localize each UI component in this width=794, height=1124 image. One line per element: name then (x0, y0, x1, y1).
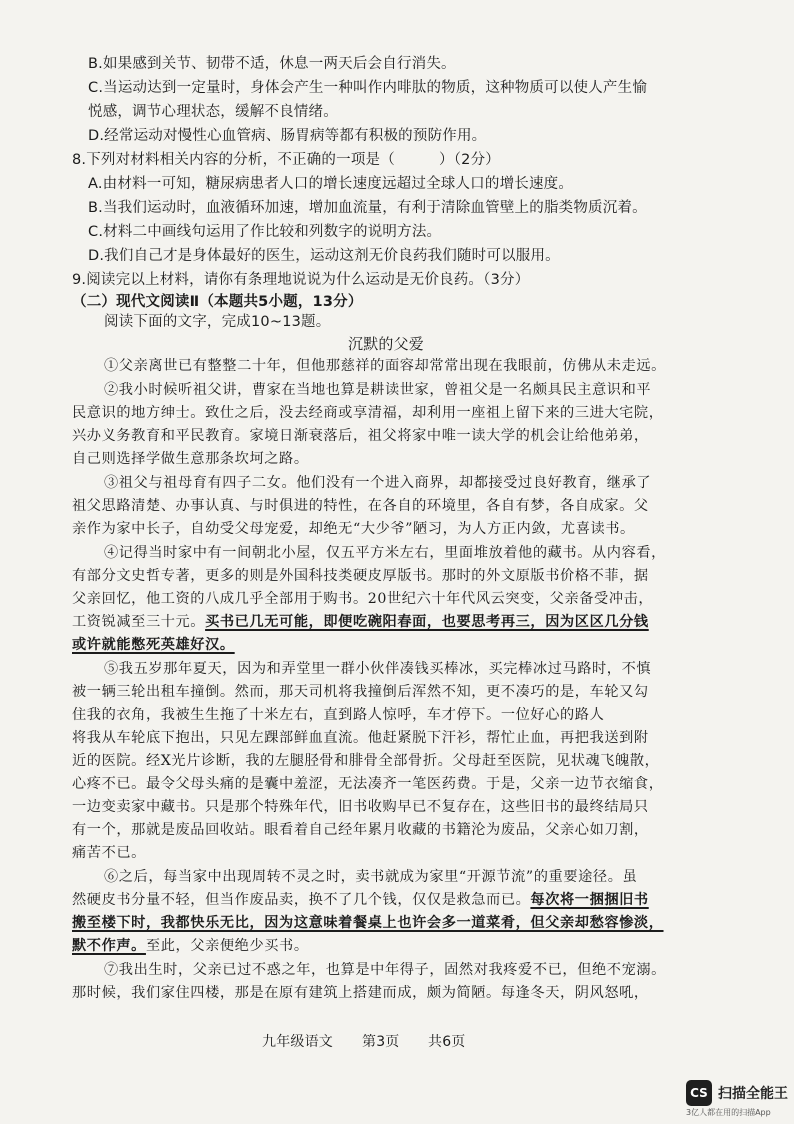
passage-p2-line4: 自己则选择学做生意那条坎坷之路。 (72, 451, 309, 467)
passage-p6-line4 (72, 936, 309, 956)
passage-p6-line1: ⑥之后，每当家中出现周转不灵之时，卖书就成为家里“开源节流”的重要途径。虽 (104, 869, 638, 885)
scanner-tagline: 3亿人都在用的扫描App (686, 1108, 771, 1117)
passage-p5-line1: ⑤我五岁那年夏天，因为和弄堂里一群小伙伴凑钱买棒冰，买完棒冰过马路时，不慎 (104, 661, 652, 677)
passage-p5-line3: 住我的衣角，我被生生拖了十米左右，直到路人惊呼，车才停下。一位好心的路人 (72, 707, 605, 723)
passage-p3-line2: 祖父思路清楚、办事认真、与时俱进的特性，在各自的环境里，各自有梦，各自成家。父 (72, 498, 649, 514)
passage-p7-line2: 那时候，我们家住四楼，那是在原有建筑上搭建而成，颇为简陋。每逢冬天，阴风怒吼， (72, 985, 649, 1001)
footer-page-total: 共6页 (428, 1034, 466, 1050)
passage-p6-line2-plain: 然硬皮书分量不轻，但当作废品卖，换不了几个钱，仅仅是救急而已。 (72, 892, 531, 908)
passage-p4-line2: 有部分文史哲专著，更多的则是外国科技类硬皮厚版书。那时的外文原版书价格不菲，据 (72, 568, 649, 584)
q8-option-d: D.我们自己才是身体最好的医生，运动这剂无价良药我们随时可以服用。 (88, 248, 560, 264)
passage-p5-line6: 心疼不已。最令父母头痛的是囊中羞涩，无法凑齐一笔医药费。于是，父亲一边节衣缩食， (72, 776, 664, 792)
passage-p1-line1: ①父亲离世已有整整二十年，但他那慈祥的面容却常常出现在我眼前，仿佛从未走远。 (104, 358, 666, 374)
q8-option-a: A.由材料一可知，糖尿病患者人口的增长速度远超过全球人口的增长速度。 (88, 176, 574, 192)
section2-heading: （二）现代文阅读Ⅱ（本题共5小题，13分） (72, 294, 363, 310)
q7-option-c-line1: C.当运动达到一定量时，身体会产生一种叫作内啡肽的物质，这种物质可以使人产生愉 (88, 80, 648, 96)
q7-option-c-line2: 悦感，调节心理状态，缓解不良情绪。 (88, 104, 338, 120)
section2-instruction: 阅读下面的文字，完成10~13题。 (104, 314, 331, 330)
passage-p5-line8: 有一个，那就是废品回收站。眼看着自己经年累月收藏的书籍沦为废品，父亲心如刀割， (72, 822, 649, 838)
passage-p2-line2: 民意识的地方绅士。致仕之后，没去经商或享清福，却利用一座祖上留下来的三进大宅院， (72, 405, 664, 421)
passage-p7-line1: ⑦我出生时，父亲已过不惑之年，也算是中年得子，固然对我疼爱不已，但绝不宠溺。 (104, 962, 666, 978)
passage-p5-line2: 被一辆三轮出租车撞倒。然而，那天司机将我撞倒后浑然不知，更不凑巧的是，车轮又勾 (72, 684, 649, 700)
underlined-sentence-2: 每次将一捆捆旧书 (530, 892, 649, 908)
passage-p4-line4 (72, 612, 649, 632)
passage-p4-line3: 父亲回忆，他工资的八成几乎全部用于购书。20世纪六十年代风云突变，父亲备受冲击， (72, 591, 654, 607)
passage-p5-line4: 将我从车轮底下抱出，只见左踝部鲜血直流。他赶紧脱下汗衫，帮忙止血，再把我送到附 (72, 730, 649, 746)
passage-title: 沉默的父爱 (348, 335, 425, 353)
passage-p2-line3: 兴办义务教育和平民教育。家境日渐衰落后，祖父将家中唯一读大学的机会让给他弟弟， (72, 428, 649, 444)
passage-p5-line9: 痛苦不已。 (72, 845, 146, 861)
passage-p2-line1: ②我小时候听祖父讲，曹家在当地也算是耕读世家，曾祖父是一名颇具民主意识和平 (104, 382, 652, 398)
underlined-sentence-2-cont: 搬至楼下时，我都快乐无比，因为这意味着餐桌上也许会多一道菜肴，但父亲却愁容惨淡， (72, 915, 664, 931)
underlined-sentence-2-end: 默不作声。 (72, 938, 146, 954)
passage-p6-line4-plain: 至此，父亲便绝少买书。 (145, 938, 309, 954)
passage-p6-line2 (72, 890, 649, 910)
underlined-sentence-1: 买书已几无可能，即便吃碗阳春面，也要思考再三，因为区区几分钱 (205, 614, 649, 630)
footer-grade-subject: 九年级语文 (262, 1034, 333, 1050)
passage-p5-line7: 一边变卖家中藏书。只是那个特殊年代，旧书收购早已不复存在，这些旧书的最终结局只 (72, 799, 649, 815)
passage-p4-line1: ④记得当时家中有一间朝北小屋，仅五平方米左右，里面堆放着他的藏书。从内容看， (104, 545, 666, 561)
scanner-app-name: 扫描全能王 (718, 1086, 788, 1102)
footer-page-no: 第3页 (362, 1034, 400, 1050)
passage-p4-line4-plain: 工资锐减至三十元。 (72, 614, 206, 630)
scanner-watermark (686, 1080, 788, 1106)
q8-option-c: C.材料二中画线句运用了作比较和列数字的说明方法。 (88, 224, 442, 240)
q8-stem: 8.下列对材料相关内容的分析，不正确的一项是（ ）（2分） (72, 152, 501, 168)
q7-option-d: D.经常运动对慢性心血管病、肠胃病等都有积极的预防作用。 (88, 128, 487, 144)
passage-p5-line5: 近的医院。经X光片诊断，我的左腿胫骨和腓骨全部骨折。父母赶至医院，见状魂飞魄散， (72, 753, 660, 769)
camscanner-logo-icon: CS (686, 1080, 712, 1106)
q7-option-b: B.如果感到关节、韧带不适，休息一两天后会自行消失。 (88, 56, 456, 72)
passage-p3-line1: ③祖父与祖母育有四子二女。他们没有一个进入商界，却都接受过良好教育，继承了 (104, 475, 652, 491)
q9-stem: 9.阅读完以上材料，请你有条理地说说为什么运动是无价良药。（3分） (72, 272, 530, 288)
underlined-sentence-1-cont: 或许就能憋死英雄好汉。 (72, 637, 235, 653)
q8-option-b: B.当我们运动时，血液循环加速，增加血流量，有利于清除血管壁上的脂类物质沉着。 (88, 200, 647, 216)
passage-p3-line3: 亲作为家中长子，自幼受父母宠爱，却绝无“大少爷”陋习，为人方正内敛，尤喜读书。 (72, 521, 635, 537)
